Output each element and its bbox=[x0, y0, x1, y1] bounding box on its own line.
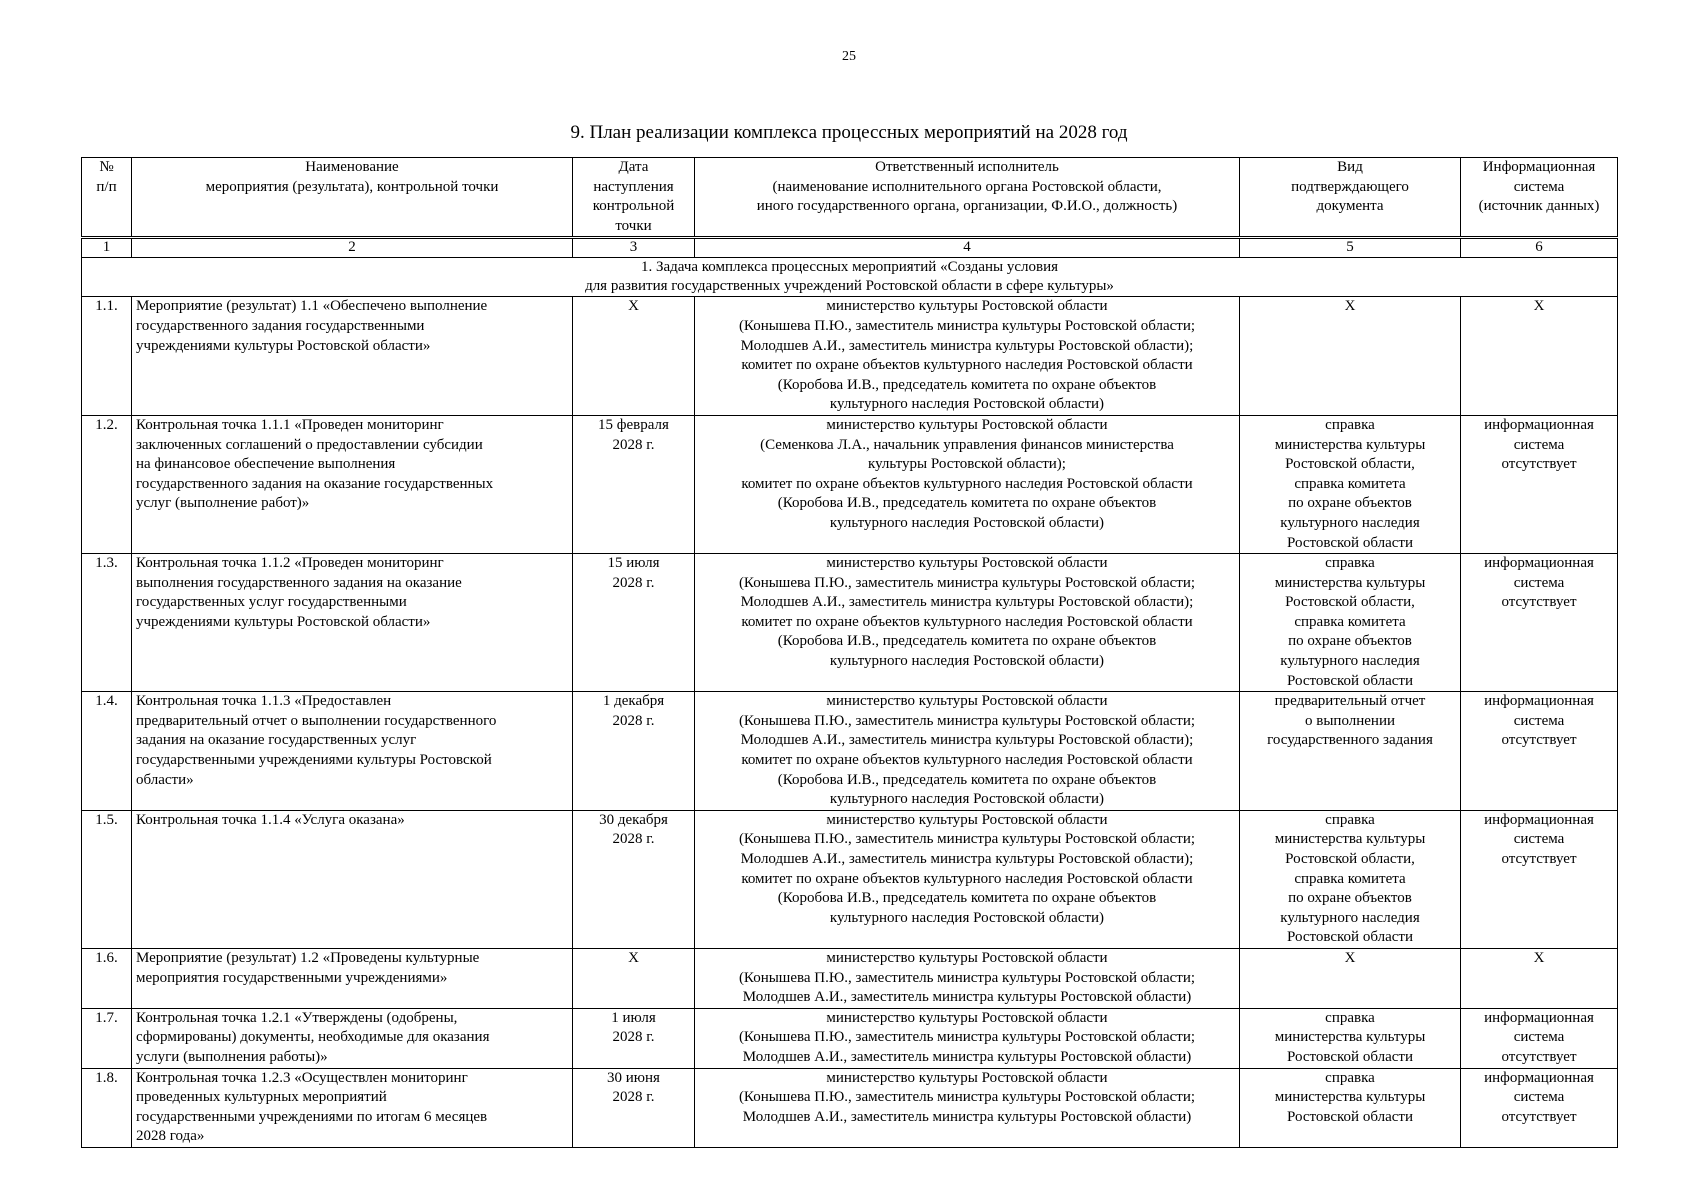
table-header-row bbox=[82, 158, 1618, 238]
responsible-cell: министерство культуры Ростовской области (Конышева П.Ю., заместитель министра культуры Ростовской области; Молодшев А.И., заместитель министра культуры Ростовской области); комитет по охране объектов культурного наследия Ростовской области (Коробова И.В., председатель комитета по охране объектов культурного наследия Ростовской области) bbox=[695, 810, 1240, 948]
table-row bbox=[82, 692, 1618, 811]
responsible-cell: министерство культуры Ростовской области (Семенкова Л.А., начальник управления финансов министерства культуры Ростовской области); комитет по охране объектов культурного наследия Ростовской области (Коробова И.В., председатель комитета по охране объектов культурного наследия Ростовской области) bbox=[695, 415, 1240, 553]
responsible-cell: министерство культуры Ростовской области (Конышева П.Ю., заместитель министра культуры Ростовской области; Молодшев А.И., заместитель министра культуры Ростовской области); комитет по охране объектов культурного наследия Ростовской области (Коробова И.В., председатель комитета по охране объектов культурного наследия Ростовской области) bbox=[695, 297, 1240, 416]
plan-table bbox=[81, 157, 1618, 1148]
column-number-cell: 5 bbox=[1240, 238, 1461, 258]
info-system-cell: X bbox=[1461, 948, 1618, 1008]
event-name-cell: Мероприятие (результат) 1.2 «Проведены культурные мероприятия государственными учреждениями» bbox=[132, 948, 573, 1008]
table-row bbox=[82, 948, 1618, 1008]
document-type-cell: справка министерства культуры Ростовской области bbox=[1240, 1068, 1461, 1147]
row-number-cell: 1.2. bbox=[82, 415, 132, 553]
event-name-cell: Контрольная точка 1.1.1 «Проведен мониторинг заключенных соглашений о предоставлении субсидии на финансовое обеспечение выполнения государственного задания на оказание государственных услуг (выполнение работ)» bbox=[132, 415, 573, 553]
column-number-cell: 6 bbox=[1461, 238, 1618, 258]
table-row bbox=[82, 554, 1618, 692]
info-system-cell: информационная система отсутствует bbox=[1461, 554, 1618, 692]
due-date-cell: X bbox=[573, 948, 695, 1008]
document-type-cell: справка министерства культуры Ростовской области, справка комитета по охране объектов культурного наследия Ростовской области bbox=[1240, 554, 1461, 692]
table-row bbox=[82, 297, 1618, 416]
row-number-cell: 1.1. bbox=[82, 297, 132, 416]
event-name-cell: Контрольная точка 1.2.1 «Утверждены (одобрены, сформированы) документы, необходимые для оказания услуги (выполнения работы)» bbox=[132, 1008, 573, 1068]
info-system-cell: X bbox=[1461, 297, 1618, 416]
column-number-cell: 4 bbox=[695, 238, 1240, 258]
column-number-row bbox=[82, 238, 1618, 258]
responsible-cell: министерство культуры Ростовской области (Конышева П.Ю., заместитель министра культуры Ростовской области; Молодшев А.И., заместитель министра культуры Ростовской области) bbox=[695, 1068, 1240, 1147]
row-number-cell: 1.6. bbox=[82, 948, 132, 1008]
event-name-cell: Контрольная точка 1.2.3 «Осуществлен мониторинг проведенных культурных мероприятий государственными учреждениями по итогам 6 месяцев 2028 года» bbox=[132, 1068, 573, 1147]
responsible-cell: министерство культуры Ростовской области (Конышева П.Ю., заместитель министра культуры Ростовской области; Молодшев А.И., заместитель министра культуры Ростовской области) bbox=[695, 1008, 1240, 1068]
due-date-cell: 30 декабря 2028 г. bbox=[573, 810, 695, 948]
info-system-cell: информационная система отсутствует bbox=[1461, 1008, 1618, 1068]
document-type-cell: справка министерства культуры Ростовской области, справка комитета по охране объектов культурного наследия Ростовской области bbox=[1240, 415, 1461, 553]
table-row bbox=[82, 415, 1618, 553]
due-date-cell: 30 июня 2028 г. bbox=[573, 1068, 695, 1147]
page-title: 9. План реализации комплекса процессных мероприятий на 2028 год bbox=[570, 122, 1128, 143]
due-date-cell: 1 июля 2028 г. bbox=[573, 1008, 695, 1068]
table-row bbox=[82, 810, 1618, 948]
column-number-cell: 2 bbox=[132, 238, 573, 258]
document-type-cell: справка министерства культуры Ростовской области bbox=[1240, 1008, 1461, 1068]
info-system-cell: информационная система отсутствует bbox=[1461, 810, 1618, 948]
column-number-cell: 1 bbox=[82, 238, 132, 258]
row-number-cell: 1.8. bbox=[82, 1068, 132, 1147]
info-system-cell: информационная система отсутствует bbox=[1461, 692, 1618, 811]
header-cell-responsible: Ответственный исполнитель (наименование исполнительного органа Ростовской области, иного государственного органа, организации, Ф.И.О., должность) bbox=[695, 158, 1240, 238]
event-name-cell: Контрольная точка 1.1.4 «Услуга оказана» bbox=[132, 810, 573, 948]
event-name-cell: Контрольная точка 1.1.2 «Проведен мониторинг выполнения государственного задания на оказание государственных услуг государственными учреждениями культуры Ростовской области» bbox=[132, 554, 573, 692]
due-date-cell: X bbox=[573, 297, 695, 416]
row-number-cell: 1.3. bbox=[82, 554, 132, 692]
header-cell-system: Информационная система (источник данных) bbox=[1461, 158, 1618, 238]
row-number-cell: 1.5. bbox=[82, 810, 132, 948]
header-cell-name: Наименование мероприятия (результата), контрольной точки bbox=[132, 158, 573, 238]
due-date-cell: 1 декабря 2028 г. bbox=[573, 692, 695, 811]
due-date-cell: 15 июля 2028 г. bbox=[573, 554, 695, 692]
page-number: 25 bbox=[842, 49, 856, 64]
table-row bbox=[82, 1008, 1618, 1068]
section-title: 1. Задача комплекса процессных мероприятий «Созданы условия для развития государственных учреждений Ростовской области в сфере культуры» bbox=[82, 258, 1618, 297]
document-type-cell: X bbox=[1240, 948, 1461, 1008]
document-type-cell: X bbox=[1240, 297, 1461, 416]
row-number-cell: 1.4. bbox=[82, 692, 132, 811]
section-row bbox=[82, 258, 1618, 297]
responsible-cell: министерство культуры Ростовской области (Конышева П.Ю., заместитель министра культуры Ростовской области; Молодшев А.И., заместитель министра культуры Ростовской области); комитет по охране объектов культурного наследия Ростовской области (Коробова И.В., председатель комитета по охране объектов культурного наследия Ростовской области) bbox=[695, 554, 1240, 692]
document-type-cell: предварительный отчет о выполнении государственного задания bbox=[1240, 692, 1461, 811]
table-row bbox=[82, 1068, 1618, 1147]
responsible-cell: министерство культуры Ростовской области (Конышева П.Ю., заместитель министра культуры Ростовской области; Молодшев А.И., заместитель министра культуры Ростовской области); комитет по охране объектов культурного наследия Ростовской области (Коробова И.В., председатель комитета по охране объектов культурного наследия Ростовской области) bbox=[695, 692, 1240, 811]
info-system-cell: информационная система отсутствует bbox=[1461, 415, 1618, 553]
column-number-cell: 3 bbox=[573, 238, 695, 258]
info-system-cell: информационная система отсутствует bbox=[1461, 1068, 1618, 1147]
event-name-cell: Мероприятие (результат) 1.1 «Обеспечено выполнение государственного задания государственными учреждениями культуры Ростовской области» bbox=[132, 297, 573, 416]
header-cell-num: № п/п bbox=[82, 158, 132, 238]
header-cell-document: Вид подтверждающего документа bbox=[1240, 158, 1461, 238]
responsible-cell: министерство культуры Ростовской области (Конышева П.Ю., заместитель министра культуры Ростовской области; Молодшев А.И., заместитель министра культуры Ростовской области) bbox=[695, 948, 1240, 1008]
header-cell-date: Дата наступления контрольной точки bbox=[573, 158, 695, 238]
row-number-cell: 1.7. bbox=[82, 1008, 132, 1068]
event-name-cell: Контрольная точка 1.1.3 «Предоставлен предварительный отчет о выполнении государственного задания на оказание государственных услуг государственными учреждениями культуры Ростовской области» bbox=[132, 692, 573, 811]
document-type-cell: справка министерства культуры Ростовской области, справка комитета по охране объектов культурного наследия Ростовской области bbox=[1240, 810, 1461, 948]
due-date-cell: 15 февраля 2028 г. bbox=[573, 415, 695, 553]
